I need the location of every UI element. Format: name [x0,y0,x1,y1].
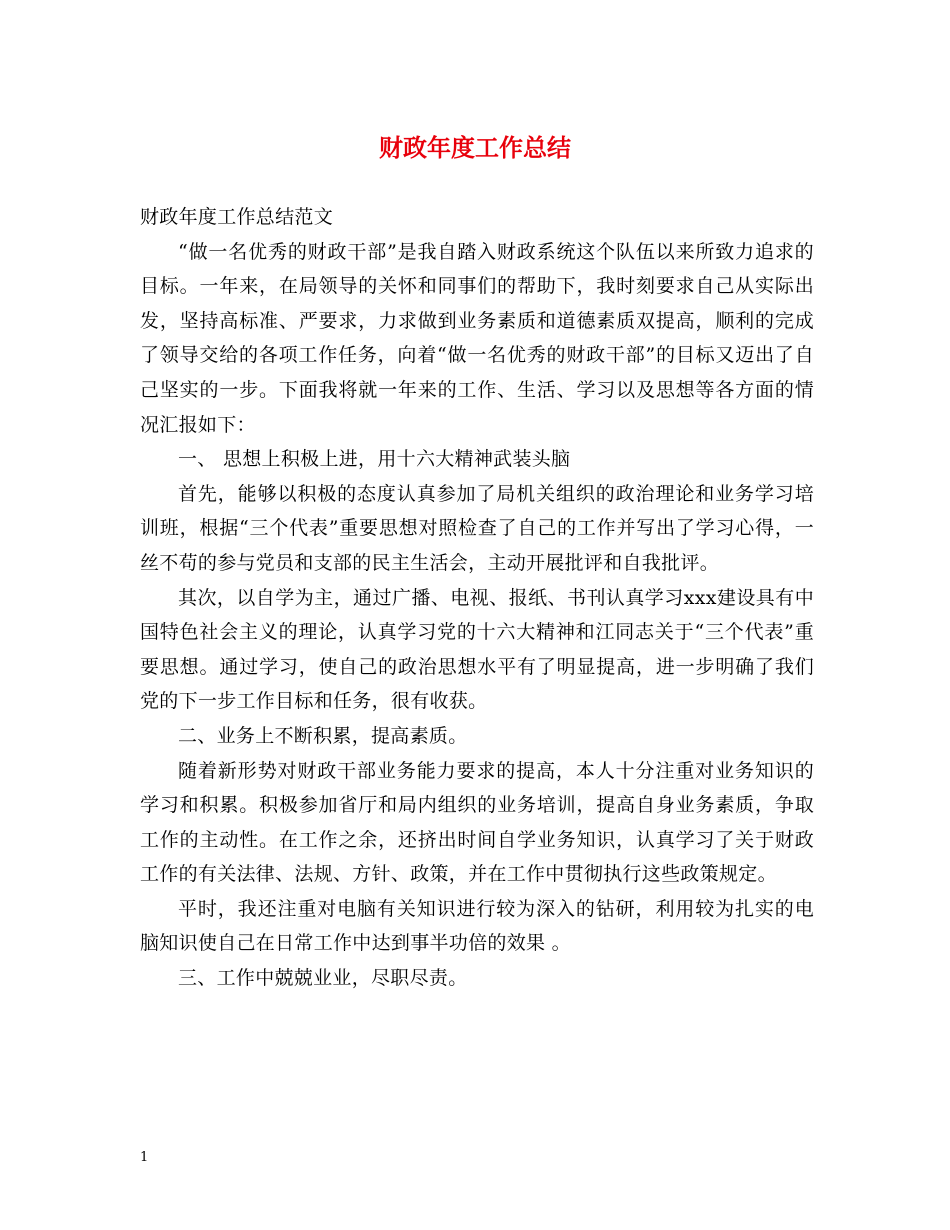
page-number: 1 [140,1150,149,1165]
document-subtitle: 财政年度工作总结范文 [140,206,334,228]
document-body [140,200,814,996]
paragraph-computer: 平时，我还注重对电脑有关知识进行较为深入的钻研，利用较为扎实的电脑知识使自己在日常工作中达到事半功倍的效果 。 [140,897,814,955]
paragraph-business: 随着新形势对财政干部业务能力要求的提高，本人十分注重对业务知识的学习和积累。积极参加省厅和局内组织的业务培训，提高自身业务素质，争取工作的主动性。在工作之余，还挤出时间自学业务知识，认真学习了关于财政工作的有关法律、法规、方针、政策，并在工作中贯彻执行这些政策规定。 [140,759,814,886]
section-heading-1: 一、 思想上积极上进，用十六大精神武装头脑 [178,448,571,471]
paragraph-first: 首先，能够以积极的态度认真参加了局机关组织的政治理论和业务学习培训班，根据“三个代表”重要思想对照检查了自己的工作并写出了学习心得，一丝不苟的参与党员和支部的民主生活会，主动开展批评和自我批评。 [140,482,814,574]
paragraph-intro: “做一名优秀的财政干部”是我自踏入财政系统这个队伍以来所致力追求的目标。一年来，在局领导的关怀和同事们的帮助下，我时刻要求自己从实际出发，坚持高标准、严要求，力求做到业务素质和道德素质双提高，顺利的完成了领导交给的各项工作任务，向着“做一名优秀的财政干部”的目标又迈出了自己坚实的一步。下面我将就一年来的工作、生活、学习以及思想等各方面的情况汇报如下： [140,240,814,436]
section-heading-2: 二、业务上不断积累，提高素质。 [178,724,468,747]
document-title: 财政年度工作总结 [379,134,571,162]
section-heading-3: 三、工作中兢兢业业，尽职尽责。 [178,967,468,990]
paragraph-second: 其次，以自学为主，通过广播、电视、报纸、书刊认真学习xxx建设具有中国特色社会主义的理论，认真学习党的十六大精神和江同志关于“三个代表”重要思想。通过学习，使自己的政治思想水平有了明显提高，进一步明确了我们党的下一步工作目标和任务，很有收获。 [140,586,814,713]
